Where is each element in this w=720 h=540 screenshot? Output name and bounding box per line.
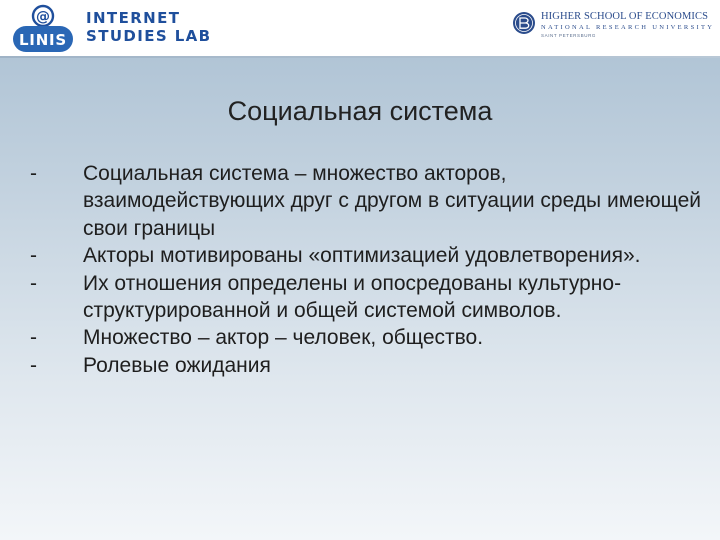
list-item: [30, 324, 710, 351]
hse-wordmark: [541, 11, 714, 39]
bullet-marker: -: [30, 162, 37, 185]
bullet-marker: -: [30, 271, 37, 295]
bullet-text: Множество – актор – человек, общество.: [83, 326, 484, 350]
hse-name: HIGHER SCHOOL OF ECONOMICS: [541, 11, 709, 22]
bullet-marker: -: [30, 326, 37, 350]
hse-subtitle: NATIONAL RESEARCH UNIVERSITY: [541, 24, 715, 31]
list-item: [30, 270, 710, 325]
lab-title-line1: INTERNET: [86, 9, 181, 27]
linis-logo: [12, 4, 74, 54]
bullet-text: Социальная система – множество акторов, взаимодействующих друг с другом в ситуации среды имеющей свои границы: [83, 162, 702, 240]
bullet-text: Акторы мотивированы «оптимизацией удовлетворения».: [83, 244, 641, 268]
bullet-marker: -: [30, 353, 37, 377]
slide-title: Социальная система: [227, 96, 493, 126]
bullet-list: [30, 160, 710, 379]
list-item: [30, 242, 710, 269]
linis-logo-text: LINIS: [18, 31, 68, 49]
bullet-text: Ролевые ожидания: [83, 353, 271, 377]
header-bar: [0, 0, 720, 58]
bullet-text: Их отношения определены и опосредованы культурно-структурированной и общей системой символов.: [83, 271, 622, 323]
lab-title-line2: STUDIES LAB: [86, 27, 212, 45]
lab-title: [86, 9, 212, 45]
hse-emblem-icon: [512, 11, 536, 35]
bullet-marker: -: [30, 244, 37, 268]
at-icon: @: [36, 9, 50, 25]
list-item: [30, 160, 710, 242]
header-divider: [0, 56, 720, 58]
hse-campus: SAINT PETERSBURG: [541, 33, 597, 38]
list-item: [30, 352, 710, 379]
